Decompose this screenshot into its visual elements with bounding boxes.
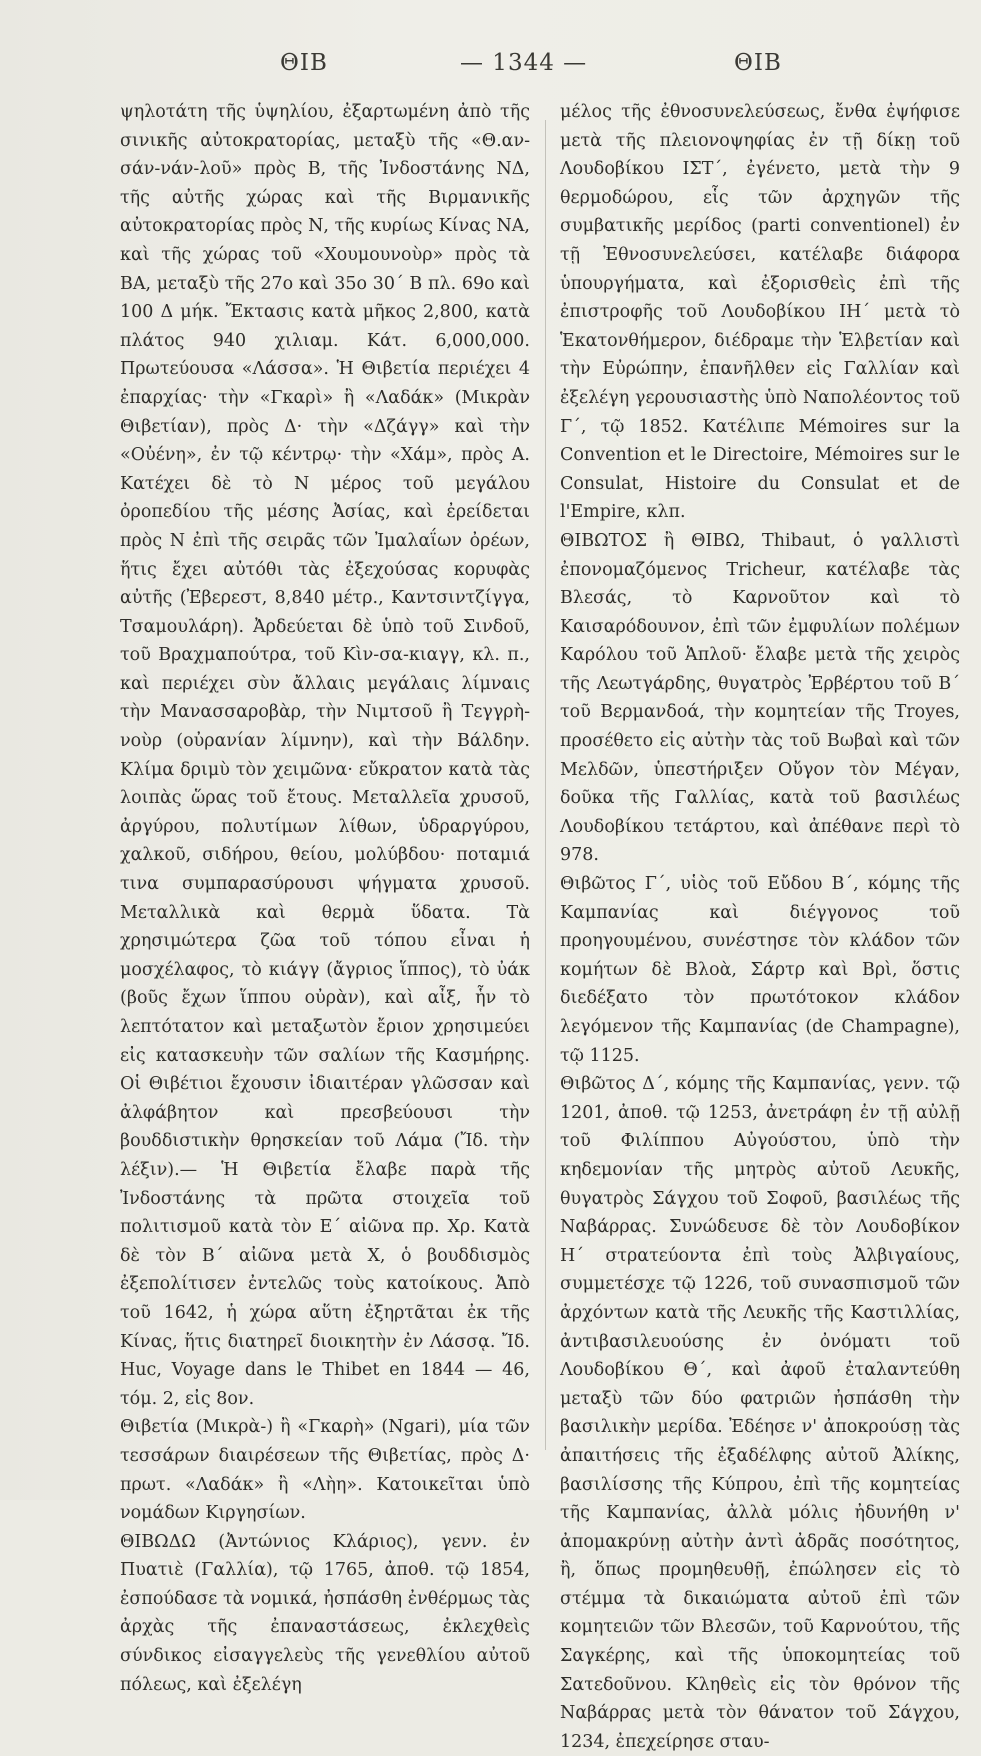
entry-thibaut: ΘΙΒΩΤΟΣ ἢ ΘΙΒΩ, Thibaut, ὁ γαλλιστὶ ἐπονομαζόμενος Tricheur, κατέλαβε τὰς Βλεσάς, τὸ Καρνοῦτον καὶ τὸ Καισαρόδουνον, ἐπὶ τῶν ἐμφυλίων πολέμων Καρόλου τοῦ Ἁπλοῦ· ἔλαβε μετὰ τῆς χειρὸς τῆς Λεωτγάρδης, θυγατρὸς Ἐρβέρτου τοῦ Β΄ τοῦ Βερμανδοά, τὴν κομητείαν τῆς Troyes, προσέθετο εἰς αὐτὴν τὰς τοῦ Βωβαὶ καὶ τῶν Μελδῶν, ὑπεστήριξεν Οὔγον τὸν Μέγαν, δοῦκα τῆς Γαλλίας, κατὰ τοῦ βασιλέως Λουδοβίκου τετάρτου, καὶ ἀπέθανε περὶ τὸ 978. xyxy=(560,530,960,866)
column-divider xyxy=(545,120,546,1450)
running-head-left: ΘΙΒ xyxy=(280,50,328,76)
running-head-right: ΘΙΒ xyxy=(734,50,782,76)
left-column xyxy=(120,98,530,1699)
entry-thibaut-iv: Θιβῶτος Δ΄, κόμης τῆς Καμπανίας, γενν. τῷ 1201, ἀποθ. τῷ 1253, ἀνετράφη ἐν τῇ αὐλῇ τοῦ Φιλίππου Αὐγούστου, ὑπὸ τὴν κηδεμονίαν τῆς μητρὸς αὐτοῦ Λευκῆς, θυγατρὸς Σάγχου τοῦ Σοφοῦ, βασιλέως τῆς Ναβάρρας. Συνώδευσε δὲ τὸν Λουδοβίκον Η΄ στρατεύοντα ἐπὶ τοὺς Ἀλβιγαίους, συμμετέσχε τῷ 1226, τοῦ συνασπισμοῦ τῶν ἀρχόντων κατὰ τῆς Λευκῆς τῆς Καστιλλίας, ἀντιβασιλευούσης ἐν ὀνόματι τοῦ Λουδοβίκου Θ΄, καὶ ἀφοῦ ἐταλαντεύθη μεταξὺ τῶν δύο φατριῶν ἠσπάσθη τὴν βασιλικὴν μερίδα. Ἐδέησε ν' ἀποκρούσῃ τὰς ἀπαιτήσεις τῆς ἐξαδέλφης αὐτοῦ Ἀλίκης, βασιλίσσης τῆς Κύπρου, ἐπὶ τῆς κομητείας τῆς Καμπανίας, ἀλλὰ μόλις ἠδυνήθη ν' ἀπομακρύνῃ αὐτὴν ἀντὶ ἀδρᾶς ποσότητος, ἢ, ὅπως προμηθευθῇ, ἐπώλησεν εἰς τὸ στέμμα τὰ δικαιώματα αὐτοῦ ἐπὶ τῶν κομητειῶν τῶν Βλεσῶν, τοῦ Καρνούτου, τῆς Σαγκέρης, καὶ τῆς ὑποκομητείας τοῦ Σατεδοῦνου. Κληθεὶς εἰς τὸν θρόνον τῆς Ναβάρρας μετὰ τὸν θάνατον τοῦ Σάγχου, 1234, ἐπεχείρησε σταυ- xyxy=(560,1074,960,1752)
page-header xyxy=(120,50,820,90)
entry-thibaudeau-continued: μέλος τῆς ἐθνοσυνελεύσεως, ἔνθα ἐψήφισε μετὰ τῆς πλειονοψηφίας ἐν τῇ δίκῃ τοῦ Λουδοβίκου ΙΣΤ΄, ἐγένετο, μετὰ τὴν 9 θερμοδώρου, εἷς τῶν ἀρχηγῶν τῆς συμβατικῆς μερίδος (parti conventionel) ἐν τῇ Ἐθνοσυνελεύσει, κατέλαβε διάφορα ὑπουργήματα, καὶ ἐξορισθεὶς ἐπὶ τῆς ἐπιστροφῆς τοῦ Λουδοβίκου ΙΗ΄ μετὰ τὸ Ἑκατονθήμερον, διέδραμε τὴν Ἑλβετίαν καὶ τὴν Εὐρώπην, ἐπανῆλθεν εἰς Γαλλίαν καὶ ἐξελέγη γερουσιαστὴς ὑπὸ Ναπολέοντος τοῦ Γ΄, τῷ 1852. Κατέλιπε Mémoires sur la Convention et le Directoire, Mémoires sur le Consulat, Histoire du Consulat et de l'Empire, κλπ. xyxy=(560,102,960,523)
entry-thibaut-iii: Θιβῶτος Γ΄, υἱὸς τοῦ Εὔδου Β΄, κόμης τῆς Καμπανίας καὶ διέγγονος τοῦ προηγουμένου, συνέστησε τὸν κλάδον τῶν κομήτων δὲ Βλοὰ, Σάρτρ καὶ Βρὶ, ὅστις διεδέξατο τὸν πρωτότοκον κλάδον λεγόμενον τῆς Καμπανίας (de Champagne), τῷ 1125. xyxy=(560,874,960,1066)
entry-thibaudeau: ΘΙΒΩΔΩ (Ἀντώνιος Κλάριος), γενν. ἐν Πυατιὲ (Γαλλία), τῷ 1765, ἀποθ. τῷ 1854, ἐσπούδασε τὰ νομικά, ἠσπάσθη ἐνθέρμως τὰς ἀρχὰς τῆς ἐπαναστάσεως, ἐκλεχθεὶς σύνδικος εἰσαγγελεὺς τῆς γενεθλίου αὐτοῦ πόλεως, καὶ ἐξελέγη xyxy=(120,1531,530,1695)
entry-thibet-continued: ψηλοτάτη τῆς ὑψηλίου, ἐξαρτωμένη ἀπὸ τῆς σινικῆς αὐτοκρατορίας, μεταξὺ τῆς «Θ.αν-σάν-νάν-λοῦ» πρὸς Β, τῆς Ἰνδοστάνης ΝΔ, τῆς αὐτῆς χώρας καὶ τῆς Βιρμανικῆς αὐτοκρατορίας πρὸς Ν, τῆς κυρίως Κίνας ΝΑ, καὶ τῆς χώρας τοῦ «Χουμουνοὺρ» πρὸς τὰ ΒΑ, μεταξὺ τῆς 27ο καὶ 35ο 30΄ Β πλ. 69ο καὶ 100 Δ μήκ. Ἔκτασις κατὰ μῆκος 2,800, κατὰ πλάτος 940 χιλιαμ. Κάτ. 6,000,000. Πρωτεύουσα «Λάσσα». Ἡ Θιβετία περιέχει 4 ἐπαρχίας· τὴν «Γκαρὶ» ἢ «Λαδάκ» (Μικρὰν Θιβετίαν), πρὸς Δ· τὴν «Δζάγγ» καὶ τὴν «Οὐένη», ἐν τῷ κέντρῳ· τὴν «Χάμ», πρὸς Α. Κατέχει δὲ τὸ Ν μέρος τοῦ μεγάλου ὀροπεδίου τῆς μέσης Ἀσίας, καὶ ἐρείδεται πρὸς Ν ἐπὶ τῆς σειρᾶς τῶν Ἰμαλαΐων ὀρέων, ἥτις ἔχει αὐτόθι τὰς ἐξεχούσας κορυφὰς αὐτῆς (Ἐβερεστ, 8,840 μέτρ., Καντσιντζίγγα, Τσαμουλάρη). Ἀρδεύεται δὲ ὑπὸ τοῦ Σινδοῦ, τοῦ Βραχμαπούτρα, τοῦ Κὶν-σα-κιαγγ, κλ. π., καὶ περιέχει σὺν ἄλλαις μεγάλαις λίμναις τὴν Μανασσαροβὰρ, τὴν Νιμτσοῦ ἢ Τεγγρὴ-νοὺρ (οὐρανίαν λίμνην), καὶ τὴν Βάλδην. Κλίμα δριμὺ τὸν χειμῶνα· εὔκρατον κατὰ τὰς λοιπὰς ὥρας τοῦ ἔτους. Μεταλλεῖα χρυσοῦ, ἀργύρου, πολυτίμων λίθων, ὑδραργύρου, χαλκοῦ, σιδήρου, θείου, μολύβδου· ποταμιά τινα συμπαρασύρουσι ψήγματα χρυσοῦ. Μεταλλικὰ καὶ θερμὰ ὕδατα. Τὰ χρησιμώτερα ζῶα τοῦ τόπου εἶναι ἡ μοσχέλαφος, τὸ κιάγγ (ἄγριος ἵππος), τὸ ὐάκ (βοῦς ἔχων ἵππου οὐρὰν), καὶ αἶξ, ἧν τὸ λεπτότατον καὶ μεταξωτὸν ἔριον χρησιμεύει εἰς κατασκευὴν τῶν σαλίων τῆς Κασμήρης. Οἱ Θιβέτιοι ἔχουσιν ἰδιαιτέραν γλῶσσαν καὶ ἀλφάβητον καὶ πρεσβεύουσι τὴν βουδδιστικὴν θρησκείαν τοῦ Λάμα (Ἴδ. τὴν λέξιν).— Ἡ Θιβετία ἔλαβε παρὰ τῆς Ἰνδοστάνης τὰ πρῶτα στοιχεῖα τοῦ πολιτισμοῦ κατὰ τὸν Ε΄ αἰῶνα πρ. Χρ. Κατὰ δὲ τὸν Β΄ αἰῶνα μετὰ Χ, ὁ βουδδισμὸς ἐξεπολίτισεν ἐντελῶς τοὺς κατοίκους. Ἀπὸ τοῦ 1642, ἡ χώρα αὕτη ἐξηρτᾶται ἐκ τῆς Κίνας, ἥτις διατηρεῖ διοικητὴν ἐν Λάσσᾳ. Ἴδ. Huc, Voyage dans le Thibet en 1844 — 46, τόμ. 2, εἰς 8ον. xyxy=(120,102,530,1409)
right-column xyxy=(560,98,960,1756)
page-number: — 1344 — xyxy=(460,50,588,76)
entry-little-thibet: Θιβετία (Μικρὰ-) ἢ «Γκαρὴ» (Ngari), μία τῶν τεσσάρων διαιρέσεων τῆς Θιβετίας, πρὸς Δ· πρωτ. «Λαδάκ» ἢ «Λὴη». Κατοικεῖται ὑπὸ νομάδων Κιργησίων. xyxy=(120,1417,530,1524)
